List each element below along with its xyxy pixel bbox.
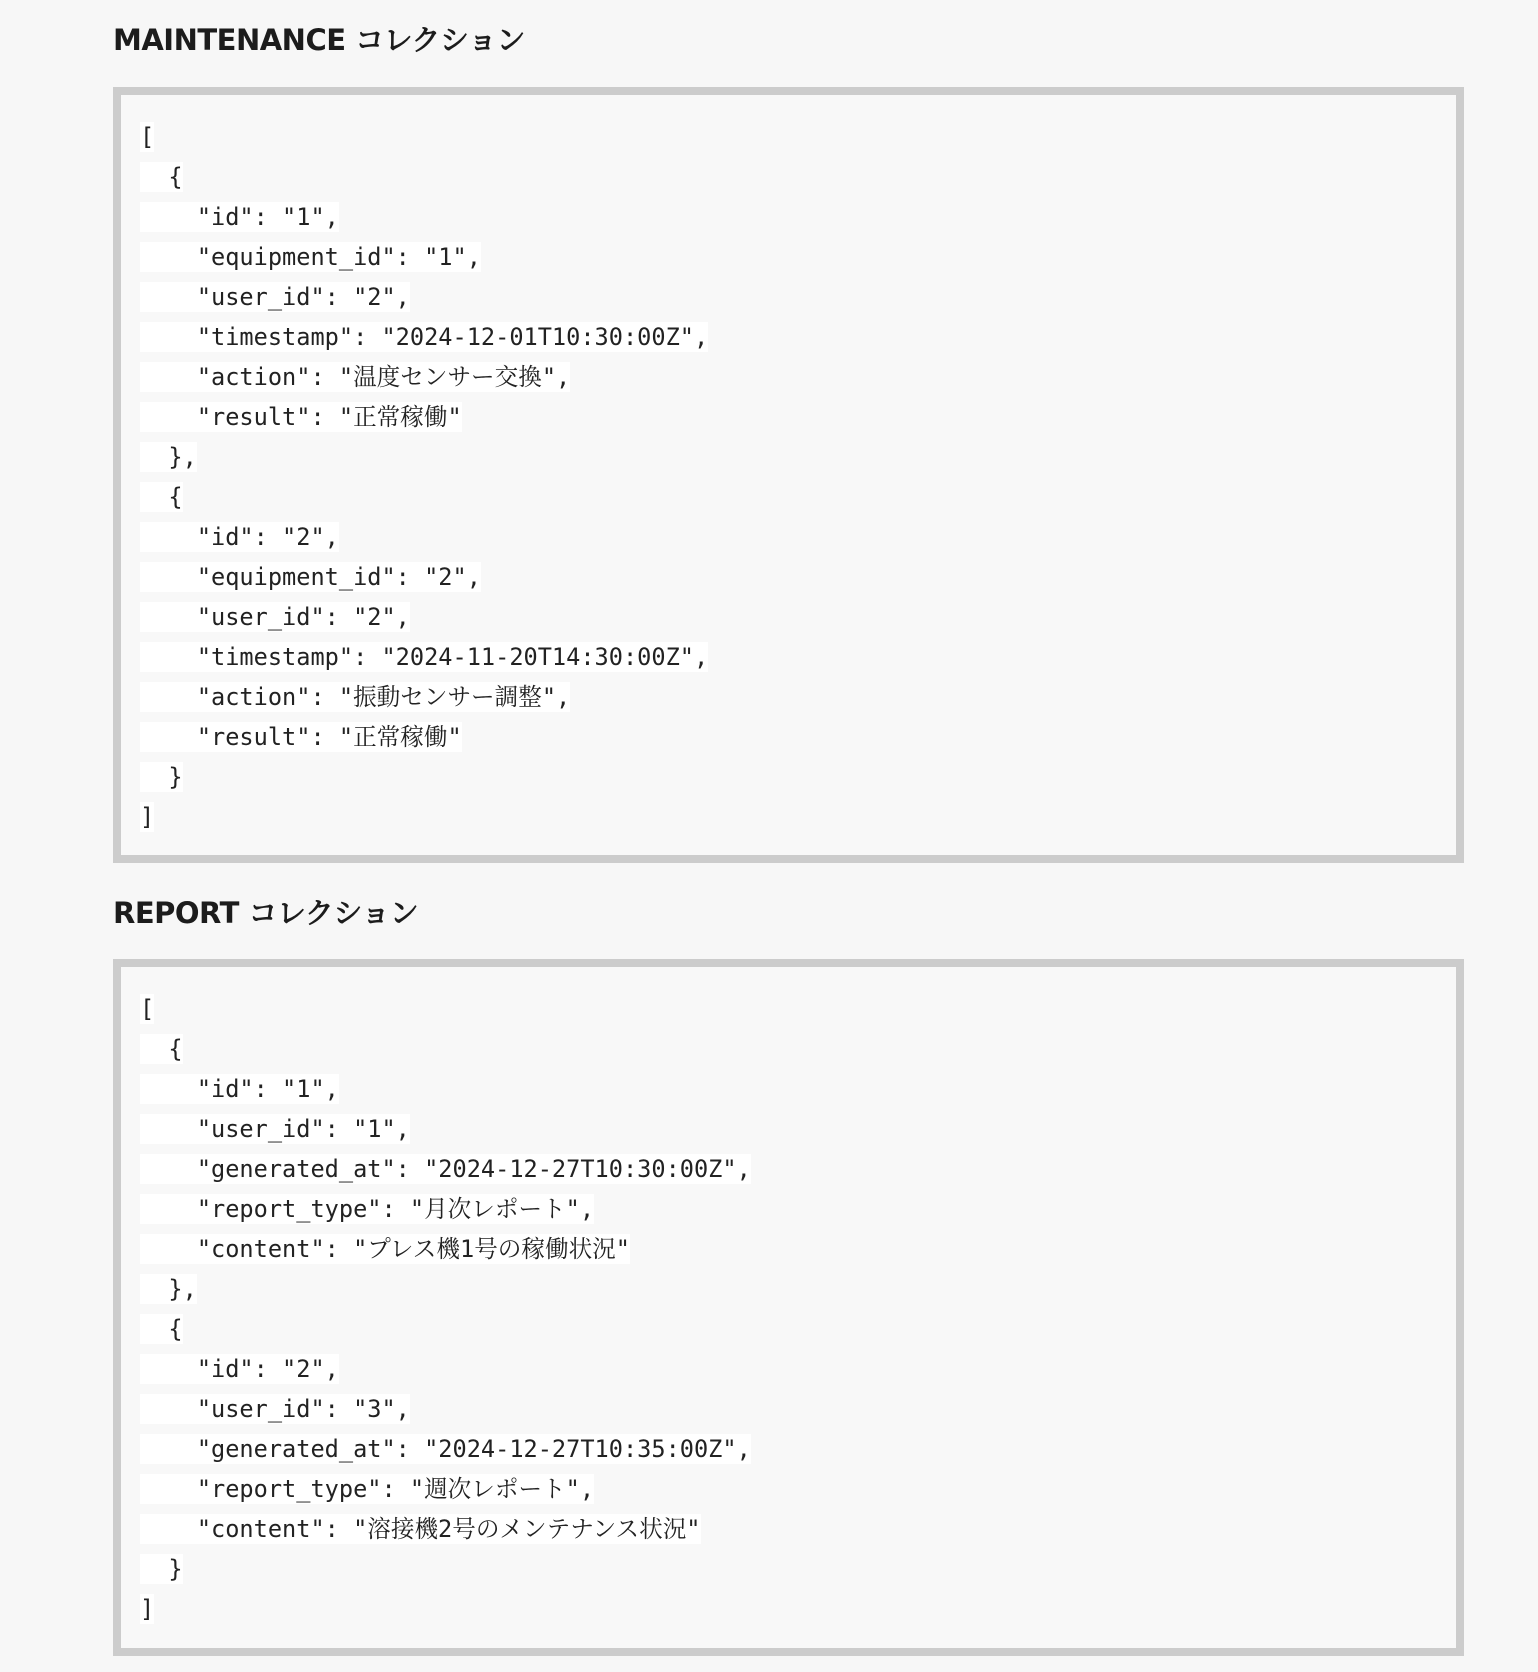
code-line — [121, 1349, 1456, 1389]
code-line-text: "generated_at": "2024-12-27T10:30:00Z", — [140, 1155, 751, 1183]
code-line — [121, 989, 1456, 1029]
code-line — [121, 717, 1456, 757]
maintenance-code-block — [113, 87, 1464, 863]
code-line-text: "user_id": "3", — [140, 1395, 410, 1423]
code-line — [121, 1389, 1456, 1429]
code-line — [121, 1029, 1456, 1069]
code-line — [121, 1189, 1456, 1229]
code-line-text: "action": "振動センサー調整", — [140, 683, 571, 711]
code-line — [121, 517, 1456, 557]
code-line — [121, 637, 1456, 677]
code-line — [121, 1509, 1456, 1549]
code-line — [121, 357, 1456, 397]
code-line — [121, 117, 1456, 157]
code-line — [121, 317, 1456, 357]
code-line — [121, 1229, 1456, 1269]
code-line — [121, 197, 1456, 237]
code-line-text: "timestamp": "2024-11-20T14:30:00Z", — [140, 643, 709, 671]
maintenance-section-title: MAINTENANCE コレクション — [113, 23, 525, 57]
code-line — [121, 1149, 1456, 1189]
code-line — [121, 437, 1456, 477]
code-line-text: { — [140, 1315, 183, 1343]
code-line-text: "report_type": "月次レポート", — [140, 1195, 595, 1223]
code-line — [121, 1469, 1456, 1509]
code-line — [121, 797, 1456, 837]
code-line — [121, 1069, 1456, 1109]
code-line-text: } — [140, 763, 183, 791]
code-line — [121, 1549, 1456, 1589]
code-line-text: [ — [140, 995, 155, 1023]
code-line-text: { — [140, 163, 183, 191]
code-line — [121, 1429, 1456, 1469]
code-line-text: } — [140, 1555, 183, 1583]
code-line-text: "content": "溶接機2号のメンテナンス状況" — [140, 1515, 701, 1543]
code-line-text: { — [140, 1035, 183, 1063]
code-line-text: "equipment_id": "1", — [140, 243, 481, 271]
code-line — [121, 1109, 1456, 1149]
code-line — [121, 677, 1456, 717]
code-line-text: "timestamp": "2024-12-01T10:30:00Z", — [140, 323, 709, 351]
code-line — [121, 277, 1456, 317]
code-line-text: "content": "プレス機1号の稼働状況" — [140, 1235, 630, 1263]
code-line-text: [ — [140, 123, 155, 151]
code-line-text: }, — [140, 443, 197, 471]
code-line-text: "generated_at": "2024-12-27T10:35:00Z", — [140, 1435, 751, 1463]
code-line — [121, 1269, 1456, 1309]
code-line-text: ] — [140, 1595, 155, 1623]
code-line-text: "result": "正常稼働" — [140, 723, 462, 751]
code-line-text: ] — [140, 803, 155, 831]
code-line — [121, 237, 1456, 277]
code-line-text: "id": "2", — [140, 523, 339, 551]
code-line-text: "id": "2", — [140, 1355, 339, 1383]
code-line-text: "user_id": "1", — [140, 1115, 410, 1143]
code-line — [121, 757, 1456, 797]
code-line-text: "id": "1", — [140, 1075, 339, 1103]
code-line-text: "id": "1", — [140, 203, 339, 231]
report-code-block — [113, 959, 1464, 1656]
report-section-title: REPORT コレクション — [113, 896, 419, 930]
code-line — [121, 557, 1456, 597]
code-line-text: "equipment_id": "2", — [140, 563, 481, 591]
code-line — [121, 1309, 1456, 1349]
code-line-text: "report_type": "週次レポート", — [140, 1475, 595, 1503]
code-line-text: "action": "温度センサー交換", — [140, 363, 571, 391]
code-line — [121, 477, 1456, 517]
code-line-text: "user_id": "2", — [140, 603, 410, 631]
code-line — [121, 397, 1456, 437]
code-line-text: "user_id": "2", — [140, 283, 410, 311]
code-line-text: }, — [140, 1275, 197, 1303]
code-line — [121, 597, 1456, 637]
code-line — [121, 1589, 1456, 1629]
code-line-text: "result": "正常稼働" — [140, 403, 462, 431]
code-line-text: { — [140, 483, 183, 511]
code-line — [121, 157, 1456, 197]
